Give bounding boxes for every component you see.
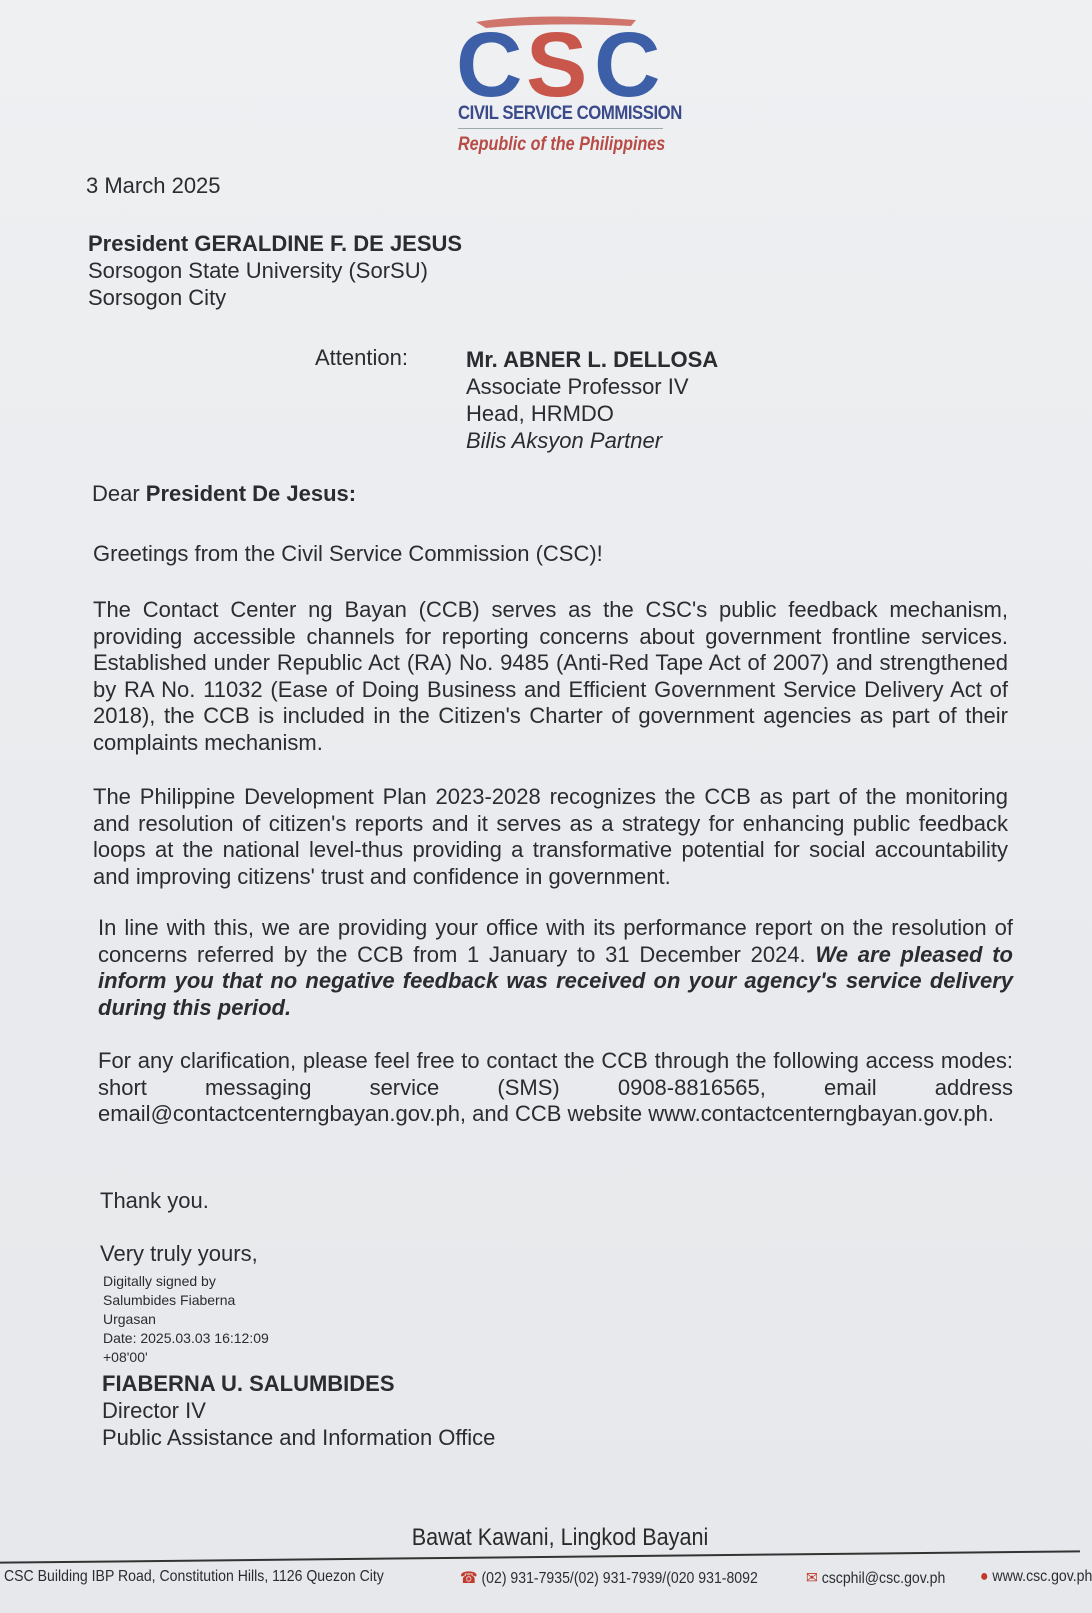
phone-icon: ☎	[460, 1570, 478, 1587]
svg-text:S: S	[526, 14, 588, 116]
logo-divider	[458, 128, 663, 129]
mail-icon: ✉	[806, 1570, 818, 1587]
org-name: CIVIL SERVICE COMMISSION	[458, 103, 682, 124]
paragraph-4: For any clarification, please feel free to contact the CCB through the following access modes: short messaging service (SMS) 0908-8816565, email address email@contactcenterngbayan.gov.ph, and CCB website www.contactcenterngbayan.gov.ph.	[98, 1048, 1013, 1126]
signatory-name: FIABERNA U. SALUMBIDES	[102, 1371, 395, 1396]
attention-line2: Head, HRMDO	[466, 401, 614, 426]
svg-text:C: C	[594, 14, 661, 116]
attention-name: Mr. ABNER L. DELLOSA	[466, 347, 719, 372]
attention-block	[466, 346, 718, 454]
attention-line3: Bilis Aksyon Partner	[466, 428, 663, 453]
signatory-block	[102, 1370, 495, 1451]
salutation: Dear President De Jesus:	[92, 481, 357, 506]
signatory-title: Director IV	[102, 1398, 206, 1423]
svg-text:C: C	[456, 14, 523, 116]
paragraph-1: The Contact Center ng Bayan (CCB) serves as the CSC's public feedback mechanism, providing accessible channels for reporting concerns about government frontline services. Established under Republic Act (RA) No. 9485 (Anti-Red Tape Act of 2007) and strengthened by RA No. 11032 (Ease of Doing Business and Efficient Government Service Delivery Act of 2018), the CCB is included in the Citizen's Charter of government agencies as part of their complaints mechanism.	[93, 597, 1008, 755]
footer-phone: ☎ (02) 931-7935/(02) 931-7939/(020 931-8092	[460, 1570, 758, 1587]
attention-line1: Associate Professor IV	[466, 374, 689, 399]
greeting: Greetings from the Civil Service Commission (CSC)!	[93, 541, 603, 566]
recipient-name: President GERALDINE F. DE JESUS	[88, 231, 463, 256]
signatory-office: Public Assistance and Information Office	[102, 1425, 496, 1450]
footer-motto: Bawat Kawani, Lingkod Bayani	[411, 1524, 709, 1551]
recipient-city: Sorsogon City	[88, 285, 227, 310]
thanks: Thank you.	[100, 1188, 209, 1213]
paragraph-2: The Philippine Development Plan 2023-2028 recognizes the CCB as part of the monitoring and resolution of citizen's reports and it serves as a strategy for enhancing public feedback loops at the national level-thus providing a transformative potential for social accountability and improving citizens' trust and confidence in government.	[93, 784, 1008, 889]
globe-icon: ●	[980, 1568, 989, 1585]
recipient-block	[88, 230, 462, 311]
letter-date: 3 March 2025	[86, 173, 221, 198]
digital-signature: Digitally signed by Salumbides Fiaberna Urgasan Date: 2025.03.03 16:12:09 +08'00'	[103, 1273, 269, 1365]
closing: Very truly yours,	[100, 1241, 258, 1266]
footer-address: CSC Building IBP Road, Constitution Hills, 1126 Quezon City	[4, 1568, 384, 1585]
footer-email: ✉ cscphil@csc.gov.ph	[806, 1570, 946, 1587]
paragraph-3: In line with this, we are providing your office with its performance report on the resolution of concerns referred by the CCB from 1 January to 31 December 2024. We are pleased to inform you that no negative feedback was received on your agency's service delivery during this period.	[98, 915, 1013, 1020]
recipient-org: Sorsogon State University (SorSU)	[88, 258, 428, 283]
org-subtitle: Republic of the Philippines	[458, 134, 666, 155]
attention-label: Attention:	[315, 345, 408, 370]
footer-website: ● www.csc.gov.ph	[980, 1568, 1092, 1585]
footer-rule	[0, 1550, 1080, 1563]
